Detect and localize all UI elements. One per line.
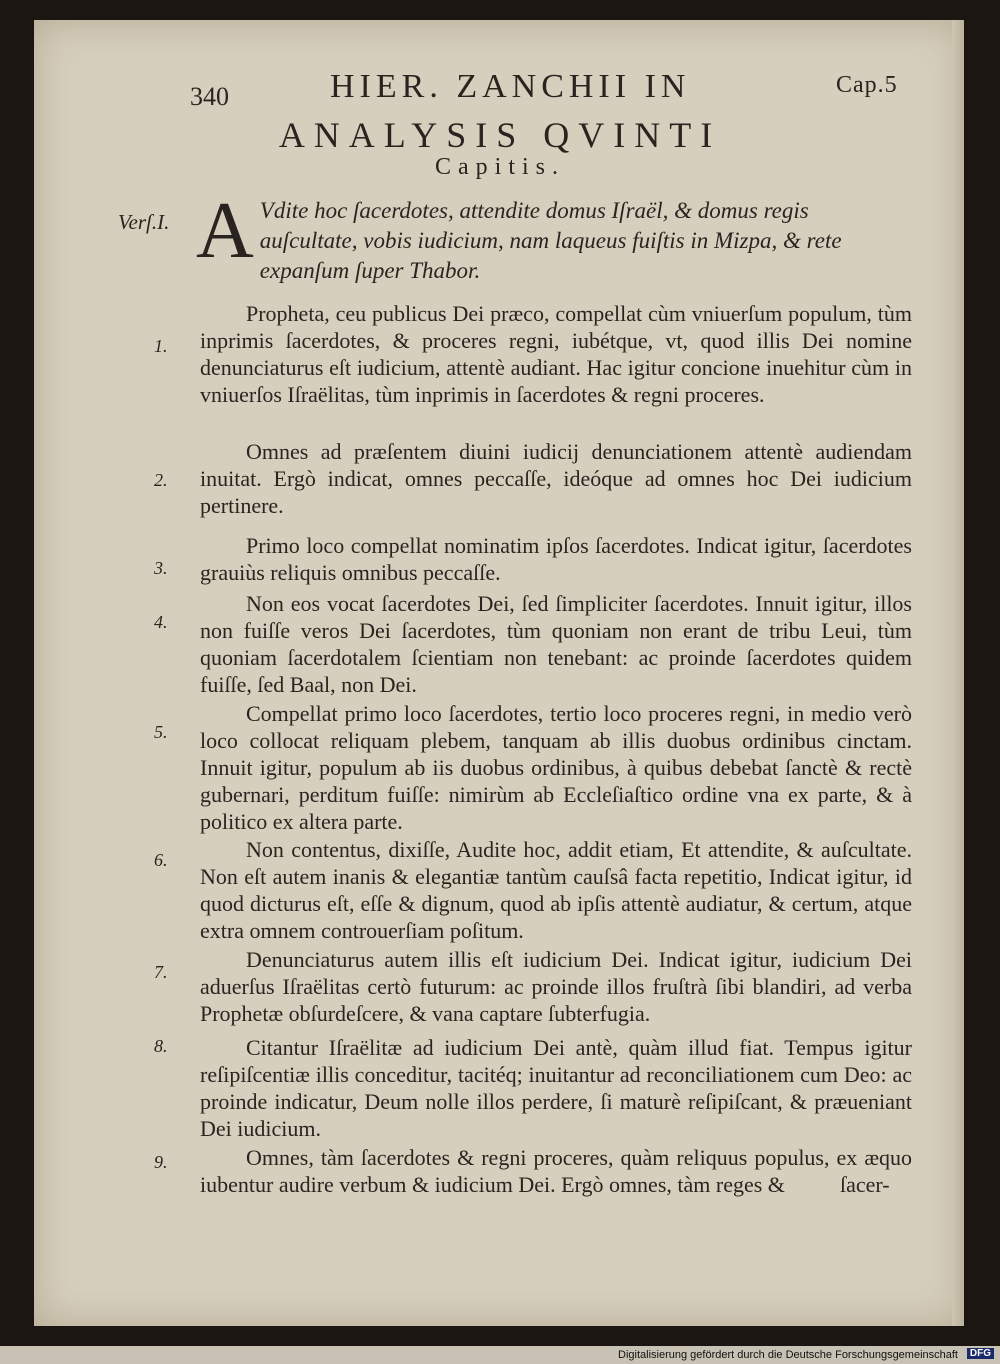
note-number: 9. (154, 1152, 168, 1172)
footer-text: Digitalisierung gefördert durch die Deutsche Forschungsgemeinschaft (618, 1349, 958, 1361)
note-paragraph: Omnes ad præſentem diuini iudicij denunciationem attentè audiendam inuitat. Ergò indicat, omnes peccaſſe, ideóque ad omnes hoc Dei iudicium pertinere. (200, 439, 912, 518)
page-number: 340 (190, 82, 229, 111)
note-paragraph: Omnes, tàm ſacerdotes & regni proceres, quàm reliquus populus, ex æquo iubentur audire verbum & iudicium Dei. Ergò omnes, tàm reges & (200, 1145, 912, 1197)
note-number: 1. (154, 336, 168, 356)
running-title: HIER. ZANCHII IN (330, 68, 691, 105)
note-paragraph: Non eos vocat ſacerdotes Dei, ſed ſimpliciter ſacerdotes. Innuit igitur, illos non fuiſſe veros Dei ſacerdotes, tùm quoniam non erant de tribu Leui, tùm quoniam ſacerdotalem ſcientiam non tenebant: ac proinde ſacerdotes quidem fuiſſe, ſed Baal, non Dei. (200, 591, 912, 697)
verse-label: Verſ.I. (118, 210, 170, 234)
note-number: 8. (154, 1036, 168, 1056)
note-paragraph: Compellat primo loco ſacerdotes, tertio loco proceres regni, in medio verò loco collocat reliquam plebem, tanquam ab illis duobus ordinibus cinctam. Innuit igitur, populum ab iis duobus ordinibus, à quibus debebat ſanctè & rectè gubernari, perditum fuiſſe: nimirùm ab Eccleſiaſtico ordine vna ex parte, & à politico ex altera parte. (200, 701, 912, 834)
note-paragraph: Non contentus, dixiſſe, Audite hoc, addit etiam, Et attendite, & auſcultate. Non eſt autem inanis & elegantiæ tantùm cauſsâ facta repetitio, Indicat igitur, id quod dicturus eſt, eſſe & dignum, quod ab ipſis attentè audiatur, & certum, atque extra omnem controuerſiam poſitum. (200, 837, 912, 943)
section-subtitle: Capitis. (434, 154, 565, 180)
note-paragraph: Propheta, ceu publicus Dei præco, compellat cùm vniuerſum populum, tùm inprimis ſacerdotes, & proceres regni, iubétque, vt, quod illis Dei nomine denunciaturus eſt iudicium, attentè audiant. Hac igitur concione inuehitur cùm in vniuerſos Iſraëlitas, tùm inprimis in ſacerdotes & regni proceres. (200, 301, 912, 407)
chapter-reference: Cap.5 (836, 72, 898, 98)
note-number: 7. (154, 962, 168, 982)
dfg-logo: DFG (967, 1348, 994, 1359)
verse-text-block (196, 187, 896, 286)
page-edge (952, 20, 964, 1326)
running-head (0, 68, 1000, 111)
note-number: 5. (154, 722, 168, 742)
digitization-footer (0, 1346, 1000, 1364)
note-number: 6. (154, 850, 168, 870)
note-paragraph: Citantur Iſraëlitæ ad iudicium Dei antè, quàm illud fiat. Tempus igitur reſipiſcentiæ illis conceditur, tacitéq; inuitantur ad reconciliationem cum Deo: ac proinde indicatur, Deum nolle illos perdere, ſi maturè reſipiſcant, & præueniant Dei iudicium. (200, 1035, 912, 1141)
note-paragraph: Primo loco compellat nominatim ipſos ſacerdotes. Indicat igitur, ſacerdotes grauiùs reliquis omnibus peccaſſe. (200, 533, 912, 585)
note-number: 3. (154, 558, 168, 578)
drop-cap: A (196, 187, 254, 275)
note-paragraph: Denunciaturus autem illis eſt iudicium Dei. Indicat igitur, iudicium Dei aduerſus Iſraëlitas certò futurum: ac proinde illos fruſtrà ſibi blandiri, ad verba Prophetæ obſurdeſcere, & vana captare ſubterfugia. (200, 947, 912, 1026)
catchword: ſacer- (840, 1172, 890, 1197)
section-title: ANALYSIS QVINTI (278, 115, 722, 155)
note-number: 4. (154, 612, 168, 632)
verse-text: Vdite hoc ſacerdotes, attendite domus Iſraël, & domus regis auſcultate, vobis iudicium, nam laqueus fuiſtis in Mizpa, & rete expanſum ſuper Thabor. (259, 198, 842, 283)
note-number: 2. (154, 470, 168, 490)
